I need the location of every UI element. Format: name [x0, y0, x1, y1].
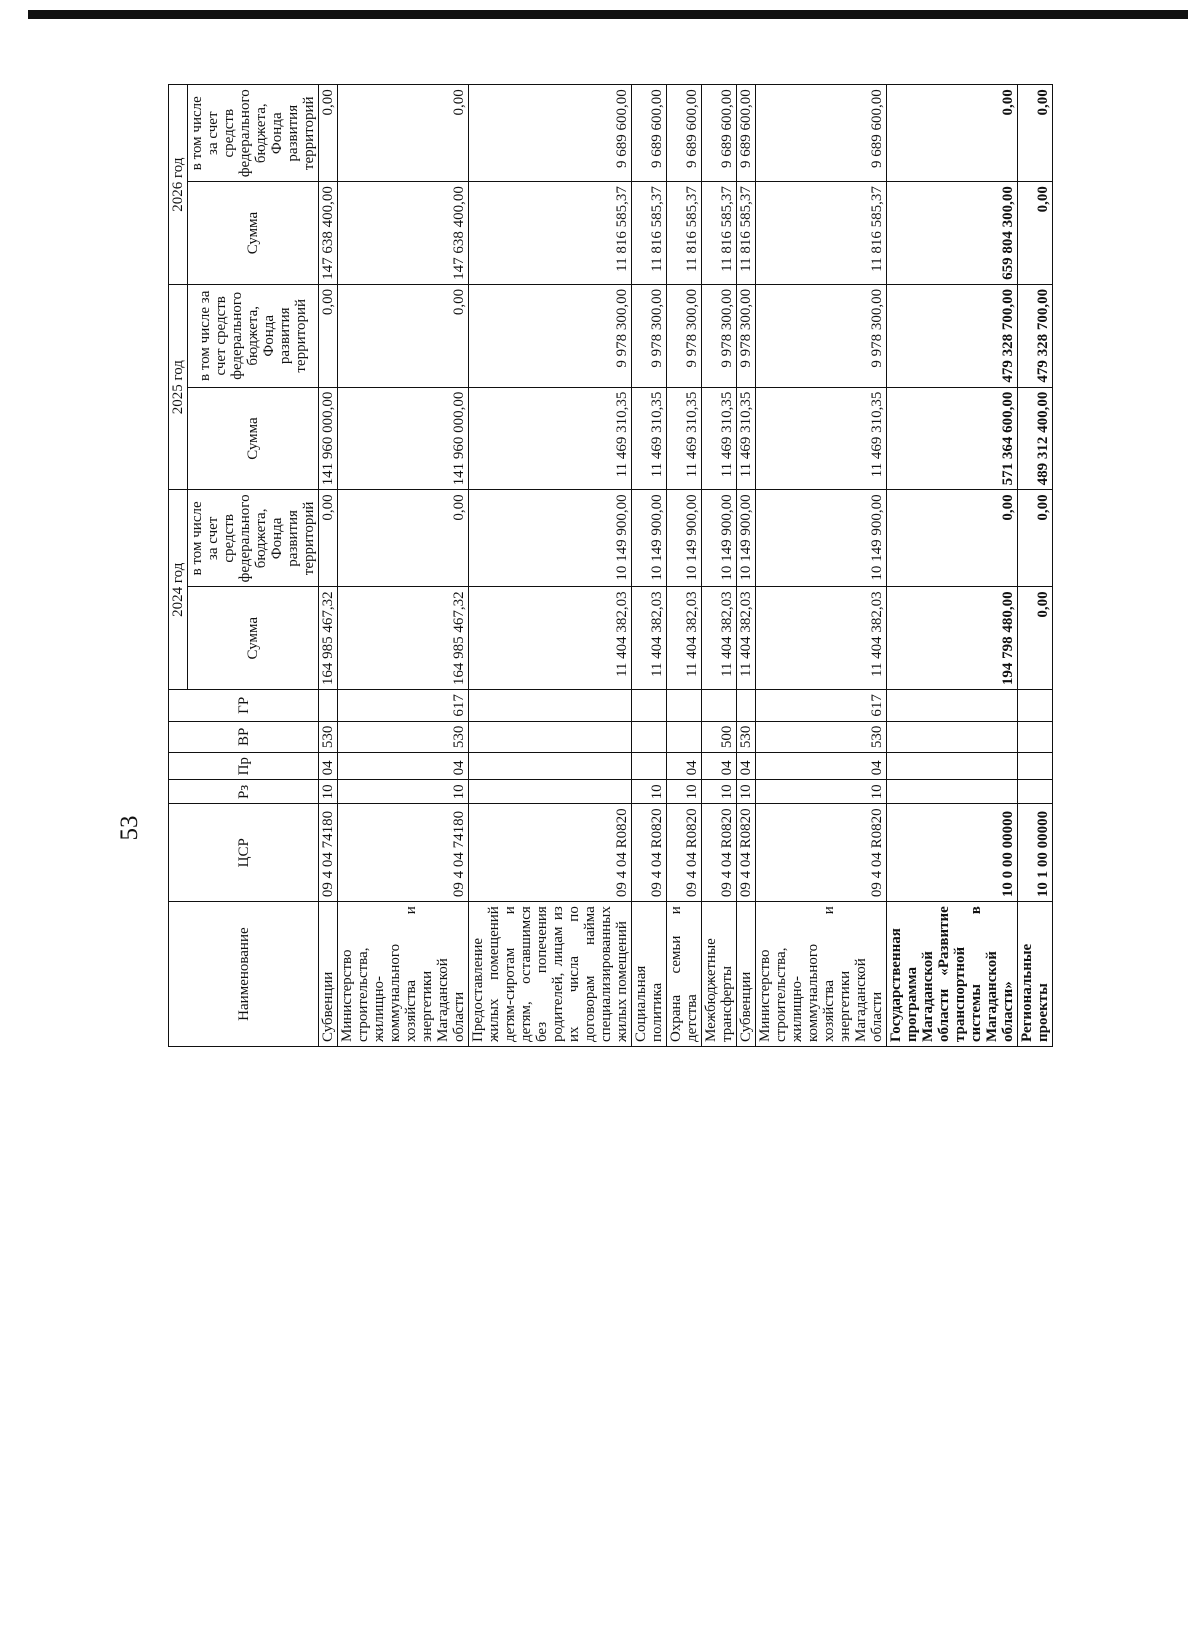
header-csr: ЦСР	[169, 804, 319, 902]
cell-name: Региональные проекты	[1018, 902, 1053, 1047]
cell-pr: 04	[338, 753, 469, 780]
cell-name: Субвенции	[737, 902, 756, 1047]
cell-sum-2024: 11 404 382,03	[469, 587, 632, 690]
cell-rz: 10	[702, 780, 737, 804]
header-federal-2026: в том числе за счет средств федерального бюджета, Фонда развития территорий	[188, 85, 319, 182]
cell-federal-2025: 0,00	[319, 284, 338, 387]
cell-csr: 09 4 04 R0820	[667, 804, 702, 902]
cell-rz: 10	[319, 780, 338, 804]
cell-federal-2026: 9 689 600,00	[667, 85, 702, 182]
table-row	[338, 85, 469, 1047]
cell-sum-2025: 11 469 310,35	[632, 387, 667, 490]
cell-pr	[887, 753, 1018, 780]
cell-pr	[1018, 753, 1053, 780]
cell-pr: 04	[756, 753, 887, 780]
cell-federal-2026: 0,00	[338, 85, 469, 182]
cell-pr	[632, 753, 667, 780]
cell-csr: 09 4 04 R0820	[737, 804, 756, 902]
cell-vr: 500	[702, 721, 737, 753]
cell-csr: 09 4 04 R0820	[632, 804, 667, 902]
cell-name: Министерство строительства, жилищно-коммунального хозяйства и энергетики Магаданской области	[756, 902, 887, 1047]
cell-sum-2024: 0,00	[1018, 587, 1053, 690]
table-row	[756, 85, 887, 1047]
cell-federal-2024: 10 149 900,00	[667, 490, 702, 587]
cell-sum-2024: 194 798 480,00	[887, 587, 1018, 690]
cell-sum-2026: 11 816 585,37	[702, 182, 737, 285]
table-body	[319, 85, 1053, 1047]
cell-csr: 09 4 04 R0820	[469, 804, 632, 902]
cell-csr: 09 4 04 74180	[338, 804, 469, 902]
table-row	[469, 85, 632, 1047]
header-vr: ВР	[169, 721, 319, 753]
cell-rz	[1018, 780, 1053, 804]
cell-rz	[469, 780, 632, 804]
cell-federal-2024: 10 149 900,00	[737, 490, 756, 587]
table-row	[1018, 85, 1053, 1047]
cell-federal-2025: 9 978 300,00	[756, 284, 887, 387]
cell-sum-2026: 11 816 585,37	[667, 182, 702, 285]
cell-federal-2026: 9 689 600,00	[737, 85, 756, 182]
cell-sum-2026: 11 816 585,37	[756, 182, 887, 285]
table-row	[632, 85, 667, 1047]
cell-sum-2026: 11 816 585,37	[737, 182, 756, 285]
header-sum-2026: Сумма	[188, 182, 319, 285]
cell-sum-2026: 11 816 585,37	[469, 182, 632, 285]
cell-pr: 04	[702, 753, 737, 780]
cell-sum-2025: 141 960 000,00	[338, 387, 469, 490]
header-gr: ГР	[169, 690, 319, 722]
cell-gr: 617	[756, 690, 887, 722]
cell-gr: 617	[338, 690, 469, 722]
cell-csr: 10 0 00 00000	[887, 804, 1018, 902]
header-rz: Рз	[169, 780, 319, 804]
cell-sum-2024: 164 985 467,32	[319, 587, 338, 690]
cell-sum-2025: 489 312 400,00	[1018, 387, 1053, 490]
page-number: 53	[116, 815, 143, 841]
cell-sum-2025: 11 469 310,35	[667, 387, 702, 490]
cell-sum-2025: 141 960 000,00	[319, 387, 338, 490]
cell-federal-2024: 10 149 900,00	[702, 490, 737, 587]
cell-gr	[469, 690, 632, 722]
cell-name: Социальная политика	[632, 902, 667, 1047]
cell-federal-2025: 479 328 700,00	[887, 284, 1018, 387]
cell-vr	[469, 721, 632, 753]
cell-sum-2026: 147 638 400,00	[319, 182, 338, 285]
table-row	[319, 85, 338, 1047]
cell-name: Охрана семьи и детства	[667, 902, 702, 1047]
cell-gr	[737, 690, 756, 722]
header-sum-2025: Сумма	[188, 387, 319, 490]
header-row-years	[169, 85, 188, 1047]
header-year-2025: 2025 год	[169, 284, 188, 490]
cell-csr: 09 4 04 R0820	[756, 804, 887, 902]
cell-sum-2024: 11 404 382,03	[702, 587, 737, 690]
cell-sum-2024: 11 404 382,03	[667, 587, 702, 690]
cell-vr: 530	[737, 721, 756, 753]
top-border-bar	[28, 10, 1188, 19]
cell-federal-2026: 9 689 600,00	[702, 85, 737, 182]
cell-federal-2026: 0,00	[1018, 85, 1053, 182]
cell-name: Государственная программа Магаданской области «Развитие транспортной системы в Магаданской области»	[887, 902, 1018, 1047]
cell-name: Предоставление жилых помещений детям-сиротам и детям, оставшимся без попечения родителей, лицам из их числа по договорам найма специализированных жилых помещений	[469, 902, 632, 1047]
cell-rz: 10	[737, 780, 756, 804]
cell-gr	[1018, 690, 1053, 722]
table-row	[887, 85, 1018, 1047]
cell-federal-2026: 9 689 600,00	[632, 85, 667, 182]
cell-pr: 04	[667, 753, 702, 780]
cell-federal-2026: 0,00	[319, 85, 338, 182]
cell-sum-2024: 11 404 382,03	[737, 587, 756, 690]
cell-sum-2024: 11 404 382,03	[756, 587, 887, 690]
header-federal-2025: в том числе за счет средств федерального бюджета, Фонда развития территорий	[188, 284, 319, 387]
cell-gr	[319, 690, 338, 722]
cell-gr	[632, 690, 667, 722]
cell-federal-2024: 10 149 900,00	[469, 490, 632, 587]
cell-sum-2026: 0,00	[1018, 182, 1053, 285]
cell-federal-2026: 0,00	[887, 85, 1018, 182]
cell-pr: 04	[737, 753, 756, 780]
table-row	[702, 85, 737, 1047]
cell-rz: 10	[756, 780, 887, 804]
cell-federal-2024: 10 149 900,00	[632, 490, 667, 587]
cell-csr: 09 4 04 R0820	[702, 804, 737, 902]
header-sum-2024: Сумма	[188, 587, 319, 690]
header-year-2024: 2024 год	[169, 490, 188, 690]
cell-federal-2025: 9 978 300,00	[667, 284, 702, 387]
cell-vr: 530	[319, 721, 338, 753]
header-pr: Пр	[169, 753, 319, 780]
cell-federal-2024: 10 149 900,00	[756, 490, 887, 587]
cell-sum-2025: 11 469 310,35	[737, 387, 756, 490]
cell-sum-2025: 11 469 310,35	[756, 387, 887, 490]
cell-federal-2024: 0,00	[1018, 490, 1053, 587]
header-federal-2024: в том числе за счет средств федерального бюджета, Фонда развития территорий	[188, 490, 319, 587]
cell-name: Субвенции	[319, 902, 338, 1047]
table-row	[737, 85, 756, 1047]
cell-federal-2025: 9 978 300,00	[632, 284, 667, 387]
header-year-2026: 2026 год	[169, 85, 188, 285]
cell-gr	[667, 690, 702, 722]
cell-vr	[632, 721, 667, 753]
cell-vr	[667, 721, 702, 753]
cell-name: Межбюджетные трансферты	[702, 902, 737, 1047]
table-row	[667, 85, 702, 1047]
cell-vr: 530	[338, 721, 469, 753]
cell-federal-2024: 0,00	[319, 490, 338, 587]
cell-pr	[469, 753, 632, 780]
cell-pr: 04	[319, 753, 338, 780]
cell-federal-2025: 9 978 300,00	[469, 284, 632, 387]
cell-csr: 09 4 04 74180	[319, 804, 338, 902]
cell-sum-2026: 11 816 585,37	[632, 182, 667, 285]
cell-rz: 10	[667, 780, 702, 804]
cell-rz: 10	[632, 780, 667, 804]
cell-vr	[1018, 721, 1053, 753]
cell-federal-2026: 9 689 600,00	[469, 85, 632, 182]
cell-name: Министерство строительства, жилищно-коммунального хозяйства и энергетики Магаданской области	[338, 902, 469, 1047]
cell-gr	[702, 690, 737, 722]
cell-sum-2025: 11 469 310,35	[469, 387, 632, 490]
cell-sum-2026: 147 638 400,00	[338, 182, 469, 285]
cell-sum-2024: 164 985 467,32	[338, 587, 469, 690]
cell-federal-2025: 9 978 300,00	[737, 284, 756, 387]
cell-sum-2024: 11 404 382,03	[632, 587, 667, 690]
budget-table	[168, 84, 1053, 1047]
cell-gr	[887, 690, 1018, 722]
cell-federal-2025: 0,00	[338, 284, 469, 387]
cell-csr: 10 1 00 00000	[1018, 804, 1053, 902]
cell-federal-2024: 0,00	[338, 490, 469, 587]
cell-vr: 530	[756, 721, 887, 753]
cell-federal-2025: 9 978 300,00	[702, 284, 737, 387]
header-name: Наименование	[169, 902, 319, 1047]
cell-vr	[887, 721, 1018, 753]
cell-federal-2024: 0,00	[887, 490, 1018, 587]
cell-rz: 10	[338, 780, 469, 804]
cell-sum-2026: 659 804 300,00	[887, 182, 1018, 285]
cell-federal-2026: 9 689 600,00	[756, 85, 887, 182]
cell-rz	[887, 780, 1018, 804]
cell-federal-2025: 479 328 700,00	[1018, 284, 1053, 387]
cell-sum-2025: 11 469 310,35	[702, 387, 737, 490]
cell-sum-2025: 571 364 600,00	[887, 387, 1018, 490]
